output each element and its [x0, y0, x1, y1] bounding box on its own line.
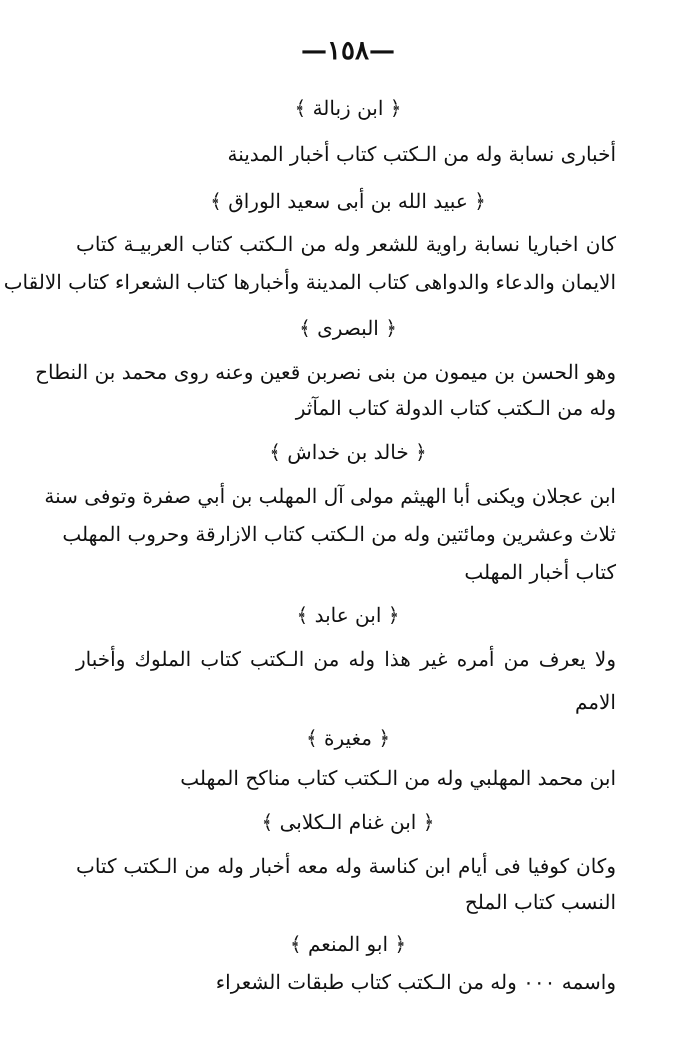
entry-heading: ﴿ عبيد الله بن أبى سعيد الوراق ﴾: [210, 189, 486, 213]
entry-text-line: الامم: [575, 690, 616, 714]
entry-heading: ﴿ ابن غنام الـكلابى ﴾: [261, 810, 435, 834]
entry-heading: ﴿ ابو المنعم ﴾: [289, 932, 407, 956]
entry-heading: ﴿ مغيرة ﴾: [305, 726, 391, 750]
entry-heading: ﴿ ابن عابد ﴾: [296, 603, 400, 627]
entry-text-line: النسب كتاب الملح: [464, 890, 616, 914]
entry-heading: ﴿ ابن زبالة ﴾: [294, 96, 402, 120]
entry-text-line: ثلاث وعشرين ومائتين وله من الـكتب كتاب الازارقة وحروب المهلب: [62, 522, 616, 546]
entry-text-line: وكان كوفيا فى أيام ابن كناسة وله معه أخبار وله من الـكتب كتاب: [76, 854, 616, 878]
entry-text-line: واسمه ٠٠٠ وله من الـكتب كتاب طبقات الشعراء: [215, 970, 616, 994]
entry-heading: ﴿ البصرى ﴾: [299, 316, 397, 340]
entry-text-line: ولا يعرف من أمره غير هذا وله من الـكتب كتاب الملوك وأخبار: [76, 647, 616, 671]
entry-text-line: كان اخباريا نسابة راوية للشعر وله من الـكتب كتاب العربيـة كتاب: [76, 232, 616, 256]
page-number: —١٥٨—: [301, 36, 395, 66]
entry-heading: ﴿ خالد بن خداش ﴾: [269, 440, 427, 464]
entry-text-line: أخبارى نسابة وله من الـكتب كتاب أخبار المدينة: [227, 142, 616, 166]
entry-text-line: ابن محمد المهلبي وله من الـكتب كتاب مناكح المهلب: [180, 766, 616, 790]
entry-text-line: وهو الحسن بن ميمون من بنى نصربن قعين وعنه روى محمد بن النطاح: [35, 360, 616, 384]
entry-text-line: وله من الـكتب كتاب الدولة كتاب المآثر: [295, 396, 616, 420]
entry-text-line: الايمان والدعاء والدواهى كتاب المدينة وأخبارها كتاب الشعراء كتاب الالقاب: [3, 270, 616, 294]
entry-text-line: كتاب أخبار المهلب: [464, 560, 616, 584]
entry-text-line: ابن عجلان ويكنى أبا الهيثم مولى آل المهلب بن أبي صفرة وتوفى سنة: [44, 484, 616, 508]
